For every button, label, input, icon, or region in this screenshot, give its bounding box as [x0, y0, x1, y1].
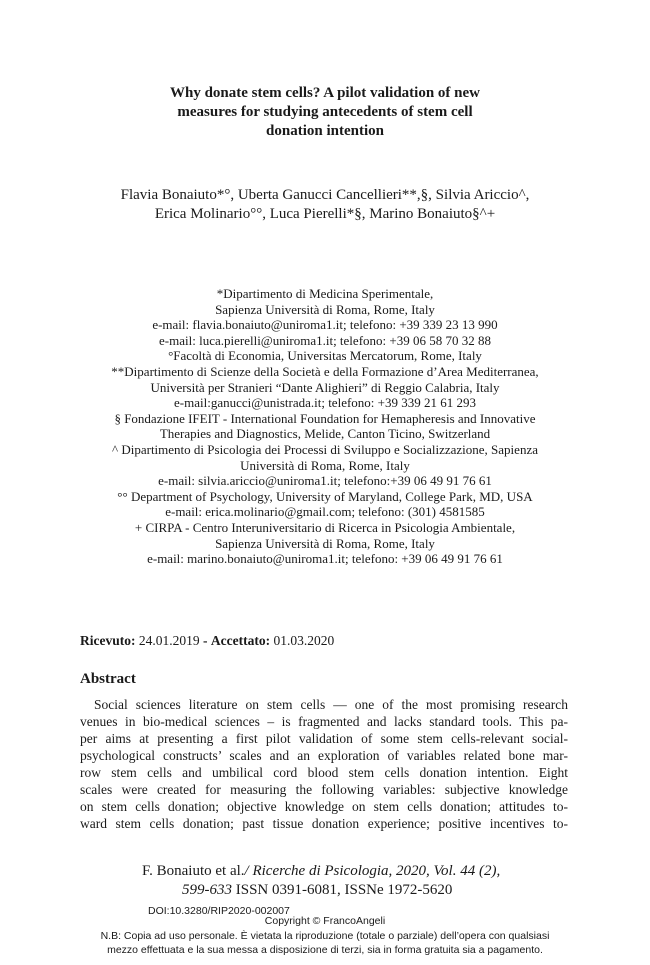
doi-link[interactable]: DOI:10.3280/RIP2020-002007 [148, 905, 290, 917]
citation-block [140, 862, 520, 900]
affiliation-line: + CIRPA - Centro Interuniversitario di Ricerca in Psicologia Ambientale, [134, 519, 516, 535]
received-date: 24.01.2019 [138, 633, 200, 648]
affiliation-line: Università per Stranieri “Dante Alighieri” di Reggio Calabria, Italy [150, 379, 500, 395]
author-line: Flavia Bonaiuto*°, Uberta Ganucci Cancellieri**,§, Silvia Ariccio^, [120, 187, 530, 203]
paper-title [100, 84, 550, 141]
submission-dates [80, 633, 334, 649]
affiliation-line: e-mail:ganucci@unistrada.it; telefono: +39 339 21 61 293 [174, 395, 476, 411]
accepted-date: 01.03.2020 [273, 633, 335, 648]
citation-issn: ISSN 0391-6081, ISSNe 1972-5620 [232, 882, 453, 898]
abstract-line: scales were created for measuring the following variables: subjective knowledge [80, 782, 568, 797]
affiliation-line: **Dipartimento di Scienze della Società e della Formazione d’Area Mediterranea, [111, 363, 539, 379]
abstract-line: Social sciences literature on stem cells — one of the most promising research [94, 697, 568, 712]
citation-journal: / Ricerche di Psicologia, 2020, Vol. 44 (2), [244, 863, 501, 879]
copyright-notice: Copyright © FrancoAngeli [264, 915, 386, 927]
affiliation-line: Therapies and Diagnostics, Melide, Canton Ticino, Switzerland [159, 426, 491, 442]
abstract-heading: Abstract [80, 671, 136, 687]
affiliation-line: e-mail: marino.bonaiuto@uniroma1.it; telefono: +39 06 49 91 76 61 [147, 551, 503, 567]
abstract-line: row stem cells and umbilical cord blood stem cells donation intention. Eight [80, 765, 568, 780]
citation-pages: 599-633 [182, 882, 232, 898]
affiliation-line: *Dipartimento di Medicina Sperimentale, [216, 286, 434, 301]
affiliation-line: Università di Roma, Rome, Italy [240, 457, 410, 473]
abstract-line: venues in bio-medical sciences – is fragmented and lacks standard tools. This pa- [80, 714, 568, 729]
title-line: measures for studying antecedents of stem cell [177, 104, 473, 120]
affiliation-line: °Facoltà di Economia, Universitas Mercatorum, Rome, Italy [168, 348, 482, 364]
affiliation-line: °° Department of Psychology, University of Maryland, College Park, MD, USA [117, 488, 533, 504]
affiliation-line: § Fondazione IFEIT - International Foundation for Hemapheresis and Innovative [114, 410, 536, 426]
abstract-line: psychological constructs’ scales and an exploration of variables related bone mar- [80, 748, 568, 763]
affiliation-line: e-mail: silvia.ariccio@uniroma1.it; telefono:+39 06 49 91 76 61 [158, 473, 492, 489]
affiliation-line: e-mail: erica.molinario@gmail.com; telefono: (301) 4581585 [165, 504, 485, 520]
usage-notice-line: N.B: Copia ad uso personale. È vietata la riproduzione (totale o parziale) dell’opera con qualsiasi [100, 930, 550, 942]
author-line: Erica Molinario°°, Luca Pierelli*§, Marino Bonaiuto§^+ [154, 206, 496, 222]
abstract-line: on stem cells donation; objective knowledge on stem cells donation; attitudes to- [80, 799, 568, 814]
affiliations-block [40, 286, 610, 567]
affiliation-line: e-mail: luca.pierelli@uniroma1.it; telefono: +39 06 58 70 32 88 [159, 332, 491, 348]
affiliation-line: ^ Dipartimento di Psicologia dei Processi di Sviluppo e Socializzazione, Sapienza [112, 441, 538, 457]
abstract-line: ward stem cells donation; past tissue donation experience; positive incentives to- [80, 816, 568, 831]
affiliation-line: Sapienza Università di Roma, Rome, Italy [215, 535, 435, 551]
abstract-line: per aims at presenting a first pilot validation of some stem cells-relevant social- [80, 731, 568, 746]
author-list [60, 186, 590, 224]
abstract-body [80, 696, 568, 832]
title-line: donation intention [266, 123, 384, 139]
affiliation-line: e-mail: flavia.bonaiuto@uniroma1.it; telefono: +39 339 23 13 990 [152, 317, 498, 333]
usage-notice-line: mezzo effettuata e la sua messa a disposizione di terzi, sia in forma gratuita sia a pagamento. [107, 944, 543, 956]
usage-notice [0, 929, 650, 957]
received-label: Ricevuto: [80, 633, 136, 648]
citation-authors: F. Bonaiuto et al. [142, 863, 245, 879]
accepted-label: Accettato: [210, 633, 271, 648]
affiliation-line: Sapienza Università di Roma, Rome, Italy [215, 301, 435, 317]
title-line: Why donate stem cells? A pilot validation of new [169, 85, 480, 101]
date-separator: - [202, 633, 208, 648]
